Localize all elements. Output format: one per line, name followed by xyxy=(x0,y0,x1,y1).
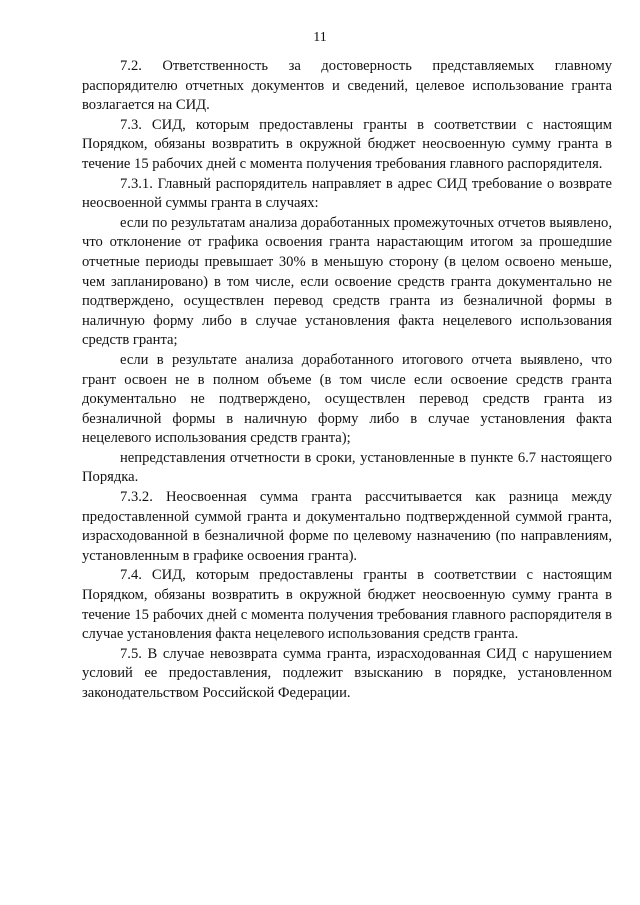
paragraph-7-5: 7.5. В случае невозврата сумма гранта, израсходованная СИД с нарушением условий ее предоставления, подлежит взысканию в порядке, установленном законодательством Российской Федерации. xyxy=(82,645,612,701)
paragraph-case-no-reporting: непредставления отчетности в сроки, установленные в пункте 6.7 настоящего Порядка. xyxy=(82,449,612,486)
paragraph-7-4: 7.4. СИД, которым предоставлены гранты в соответствии с настоящим Порядком, обязаны возвратить в окружной бюджет неосвоенную сумму гранта в течение 15 рабочих дней с момента получения требования главного распорядителя в случае установления факта нецелевого использования средств гранта. xyxy=(82,567,612,643)
page-number: 11 xyxy=(313,30,327,45)
paragraph-case-final-report: если в результате анализа доработанного итогового отчета выявлено, что грант освоен не в полном объеме (в том числе если освоение средств гранта документально не подтверждено, осуществлен перевод средств гранта из безналичной формы в наличную форму либо в случае установления факта нецелевого использования средств гранта); xyxy=(82,351,612,447)
paragraph-7-2: 7.2. Ответственность за достоверность представляемых главному распорядителю отчетных документов и сведений, целевое использование гранта возлагается на СИД. xyxy=(82,58,612,114)
paragraph-7-3: 7.3. СИД, которым предоставлены гранты в соответствии с настоящим Порядком, обязаны возвратить в окружной бюджет неосвоенную сумму гранта в течение 15 рабочих дней с момента получения требования главного распорядителя. xyxy=(82,116,612,172)
paragraph-case-interim-reports: если по результатам анализа доработанных промежуточных отчетов выявлено, что отклонение от графика освоения гранта нарастающим итогом за прошедшие отчетные периоды превышает 30% в меньшую сторону (в целом освоено меньше, чем запланировано) в том числе, если освоение средств гранта документально не подтверждено, осуществлен перевод средств гранта из безналичной формы в наличную форму либо в случае установления факта нецелевого использования средств гранта; xyxy=(82,214,612,349)
paragraph-7-3-2: 7.3.2. Неосвоенная сумма гранта рассчитывается как разница между предоставленной суммой гранта и документально подтвержденной суммой гранта, израсходованной в безналичной форме по целевому назначению (по направлениям, установленным в графике освоения гранта). xyxy=(82,489,612,564)
document-body xyxy=(82,57,612,704)
paragraph-7-3-1: 7.3.1. Главный распорядитель направляет в адрес СИД требование о возврате неосвоенной суммы гранта в случаях: xyxy=(82,175,612,212)
